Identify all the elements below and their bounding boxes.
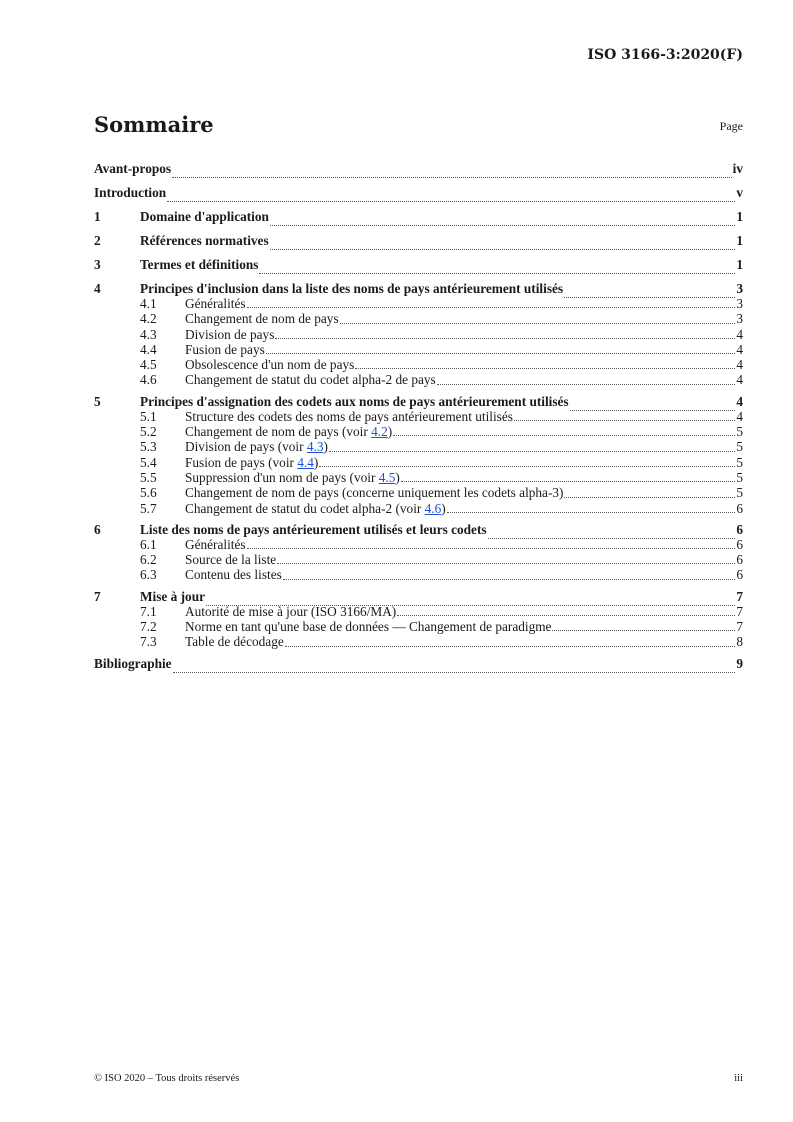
dot-leader bbox=[447, 501, 736, 516]
toc-entry-label-text: Bibliographie bbox=[94, 655, 172, 671]
toc-entry-page: 1 bbox=[736, 257, 743, 272]
dot-leader bbox=[564, 485, 735, 500]
dot-leader bbox=[285, 634, 736, 649]
toc-entry-label bbox=[185, 567, 282, 582]
toc-entry-page: 5 bbox=[736, 469, 743, 485]
toc-section-entry[interactable] bbox=[94, 205, 743, 229]
toc-entry-number: 6.3 bbox=[140, 567, 157, 583]
toc-entry-page: 4 bbox=[736, 408, 743, 424]
toc-entry-label-text: Changement de statut du codet alpha-2 de pays bbox=[185, 372, 436, 388]
toc-entry-label bbox=[185, 501, 446, 516]
toc-section-entry[interactable] bbox=[94, 253, 743, 277]
dot-leader bbox=[167, 181, 735, 205]
toc-subsection-entry[interactable] bbox=[94, 537, 743, 552]
dot-leader bbox=[172, 157, 732, 181]
toc-entry-label-text: Principes d'inclusion dans la liste des noms de pays antérieurement utilisés bbox=[140, 281, 564, 296]
footer-page-number: iii bbox=[734, 1073, 743, 1084]
toc-entry-label-text: Généralités bbox=[185, 296, 246, 311]
toc-entry-label-suffix: ) bbox=[395, 469, 400, 485]
toc-subsection-entry[interactable] bbox=[94, 485, 743, 500]
toc-entry-number: 5.2 bbox=[140, 424, 157, 440]
toc-entry-number: 5.3 bbox=[140, 439, 157, 455]
toc-entry-number: 7.1 bbox=[140, 603, 157, 619]
toc-entry-page: 8 bbox=[736, 634, 743, 650]
toc-entry-label-suffix: ) bbox=[387, 424, 393, 440]
toc-entry-label-text: Références normatives bbox=[140, 233, 269, 248]
toc-entry-label bbox=[185, 439, 328, 454]
toc-subsection-entry[interactable] bbox=[94, 501, 743, 516]
dot-leader bbox=[275, 327, 735, 342]
toc-entry-label-text: Domaine d'application bbox=[140, 209, 269, 224]
toc-section-entry[interactable] bbox=[94, 157, 743, 181]
toc-subsection-entry[interactable] bbox=[94, 470, 743, 485]
toc-entry-page: 4 bbox=[736, 357, 743, 373]
toc-entry-page: 6 bbox=[736, 552, 743, 568]
toc-entry-page: 1 bbox=[736, 209, 743, 224]
toc-entry-number: 4.2 bbox=[140, 311, 157, 327]
dot-leader bbox=[173, 652, 736, 676]
dot-leader bbox=[397, 604, 735, 619]
toc-entry-page: 5 bbox=[736, 485, 743, 501]
toc-entry-label-text: Suppression d'un nom de pays (voir bbox=[185, 469, 379, 485]
cross-reference-link[interactable]: 4.2 bbox=[371, 424, 388, 440]
dot-leader bbox=[514, 409, 735, 424]
toc-subsection-entry[interactable] bbox=[94, 342, 743, 357]
toc-entry-label bbox=[185, 485, 563, 500]
toc-subsection-entry[interactable] bbox=[94, 424, 743, 439]
toc-entry-page: iv bbox=[732, 161, 743, 176]
toc-entry-label-text: Changement de nom de pays (voir bbox=[185, 424, 372, 440]
toc-entry-number: 5 bbox=[94, 393, 101, 409]
toc-entry-label-text: Changement de nom de pays (concerne uniquement les codets alpha-3) bbox=[185, 485, 564, 501]
toc-entry-number: 7 bbox=[94, 588, 101, 604]
toc-entry-page: 4 bbox=[736, 326, 743, 342]
dot-leader bbox=[277, 552, 735, 567]
toc-entry-page: 7 bbox=[736, 603, 743, 619]
toc-subsection-entry[interactable] bbox=[94, 439, 743, 454]
toc-entry-page: 3 bbox=[736, 281, 743, 296]
toc-entry-label-suffix: ) bbox=[323, 439, 328, 455]
toc-entry-label-text: Mise à jour bbox=[140, 588, 205, 604]
toc-entry-page: 6 bbox=[736, 567, 743, 583]
cross-reference-link[interactable]: 4.3 bbox=[306, 439, 324, 455]
table-of-contents bbox=[94, 157, 743, 676]
toc-entry-label bbox=[185, 619, 551, 634]
toc-entry-number: 4.4 bbox=[140, 341, 157, 357]
toc-entry-label bbox=[140, 229, 269, 253]
toc-entry-label-text: Norme en tant qu'une base de données — Changement de paradigme bbox=[185, 619, 552, 635]
toc-entry-page: 6 bbox=[736, 500, 743, 516]
cross-reference-link[interactable]: 4.5 bbox=[378, 469, 396, 485]
toc-entry-number: 3 bbox=[94, 257, 101, 272]
dot-leader bbox=[270, 229, 736, 253]
toc-entry-label-text: Liste des noms de pays antérieurement utilisés et leurs codets bbox=[140, 521, 487, 537]
toc-entry-label bbox=[185, 470, 400, 485]
toc-subsection-entry[interactable] bbox=[94, 327, 743, 342]
toc-entry-page: 5 bbox=[736, 424, 743, 440]
toc-entry-number: 4.5 bbox=[140, 357, 157, 373]
dot-leader bbox=[393, 424, 735, 439]
toc-entry-label-text: Généralités bbox=[185, 536, 246, 552]
toc-entry-label bbox=[185, 455, 318, 470]
toc-entry-page: 5 bbox=[736, 454, 743, 470]
toc-entry-label bbox=[185, 342, 265, 357]
toc-entry-number: 5.1 bbox=[140, 408, 157, 424]
toc-entry-label-text: Division de pays (voir bbox=[185, 439, 307, 455]
toc-entry-number: 6.2 bbox=[140, 552, 157, 568]
toc-entry-number: 5.6 bbox=[140, 485, 157, 501]
toc-entry-page: 4 bbox=[736, 393, 743, 409]
toc-entry-label-suffix: ) bbox=[441, 500, 446, 516]
dot-leader bbox=[270, 205, 735, 229]
toc-subsection-entry[interactable] bbox=[94, 296, 743, 311]
toc-entry-label bbox=[185, 552, 276, 567]
page-title: Sommaire bbox=[94, 112, 214, 137]
toc-section-entry[interactable] bbox=[94, 229, 743, 253]
dot-leader bbox=[552, 619, 735, 634]
toc-entry-label-text: Avant-propos bbox=[94, 161, 172, 176]
dot-leader bbox=[355, 357, 735, 372]
toc-entry-label-text: Principes d'assignation des codets aux noms de pays antérieurement utilisés bbox=[140, 393, 569, 409]
toc-entry-page: 4 bbox=[736, 372, 743, 388]
toc-entry-label-text: Fusion de pays bbox=[185, 341, 265, 357]
toc-entry-label-text: Changement de statut du codet alpha-2 (voir bbox=[185, 500, 425, 516]
toc-subsection-entry[interactable] bbox=[94, 409, 743, 424]
toc-entry-number: 4 bbox=[94, 281, 101, 296]
dot-leader bbox=[340, 311, 736, 326]
toc-subsection-entry[interactable] bbox=[94, 604, 743, 619]
toc-entry-label bbox=[185, 537, 246, 552]
toc-subsection-entry[interactable] bbox=[94, 455, 743, 470]
cross-reference-link[interactable]: 4.4 bbox=[297, 454, 314, 470]
toc-entry-label-text: Obsolescence d'un nom de pays bbox=[185, 357, 355, 373]
toc-entry-page: 5 bbox=[736, 439, 743, 455]
toc-entry-label bbox=[185, 311, 339, 326]
toc-entry-number: 7.3 bbox=[140, 634, 157, 650]
dot-leader bbox=[319, 455, 735, 470]
dot-leader bbox=[283, 567, 736, 582]
toc-entry-page: v bbox=[736, 185, 743, 200]
toc-entry-label bbox=[185, 296, 246, 311]
toc-entry-label-text: Changement de nom de pays bbox=[185, 311, 339, 327]
toc-subsection-entry[interactable] bbox=[94, 552, 743, 567]
toc-entry-page: 6 bbox=[736, 521, 743, 537]
toc-subsection-entry[interactable] bbox=[94, 634, 743, 649]
toc-subsection-entry[interactable] bbox=[94, 619, 743, 634]
toc-entry-label-text: Source de la liste bbox=[185, 552, 277, 568]
toc-entry-number: 4.6 bbox=[140, 372, 157, 388]
toc-entry-number: 1 bbox=[94, 209, 101, 224]
toc-entry-page: 1 bbox=[736, 233, 743, 248]
toc-entry-number: 5.7 bbox=[140, 500, 157, 516]
dot-leader bbox=[266, 342, 736, 357]
dot-leader bbox=[437, 372, 736, 387]
dot-leader bbox=[247, 537, 736, 552]
toc-entry-number: 4.3 bbox=[140, 326, 157, 342]
toc-subsection-entry[interactable] bbox=[94, 311, 743, 326]
dot-leader bbox=[247, 296, 736, 311]
toc-section-entry[interactable] bbox=[94, 181, 743, 205]
toc-entry-label-text: Contenu des listes bbox=[185, 567, 282, 583]
toc-entry-label-text: Table de décodage bbox=[185, 634, 284, 650]
toc-entry-label bbox=[140, 253, 258, 277]
toc-entry-page: 3 bbox=[736, 311, 743, 327]
toc-subsection-entry[interactable] bbox=[94, 357, 743, 372]
toc-entry-label bbox=[94, 157, 171, 181]
standard-reference: ISO 3166-3:2020(F) bbox=[587, 47, 743, 63]
toc-entry-page: 9 bbox=[736, 655, 743, 671]
toc-entry-label-text: Fusion de pays (voir bbox=[185, 454, 298, 470]
toc-entry-label bbox=[185, 357, 354, 372]
toc-entry-number: 2 bbox=[94, 233, 101, 248]
toc-entry-page: 6 bbox=[736, 536, 743, 552]
toc-entry-page: 7 bbox=[736, 619, 743, 635]
toc-entry-label-text: Division de pays bbox=[185, 326, 275, 342]
toc-subsection-entry[interactable] bbox=[94, 372, 743, 387]
toc-entry-label-text: Structure des codets des noms de pays antérieurement utilisés bbox=[185, 408, 513, 424]
toc-entry-number: 5.4 bbox=[140, 454, 157, 470]
toc-entry-number: 7.2 bbox=[140, 619, 157, 635]
toc-entry-label bbox=[185, 409, 513, 424]
toc-entry-label bbox=[140, 205, 269, 229]
dot-leader bbox=[329, 439, 735, 454]
toc-entry-label-text: Autorité de mise à jour (ISO 3166/MA) bbox=[185, 603, 397, 619]
toc-entry-label bbox=[185, 327, 274, 342]
toc-entry-number: 5.5 bbox=[140, 469, 157, 485]
toc-entry-label-text: Introduction bbox=[94, 185, 167, 200]
toc-entry-page: 3 bbox=[736, 296, 743, 311]
toc-entry-number: 4.1 bbox=[140, 296, 157, 311]
toc-entry-number: 6.1 bbox=[140, 536, 157, 552]
cross-reference-link[interactable]: 4.6 bbox=[424, 500, 442, 516]
toc-entry-label bbox=[185, 634, 284, 649]
toc-section-entry[interactable] bbox=[94, 652, 743, 676]
toc-entry-label-text: Termes et définitions bbox=[140, 257, 259, 272]
dot-leader bbox=[401, 470, 736, 485]
toc-entry-label-suffix: ) bbox=[313, 454, 319, 470]
toc-entry-page: 4 bbox=[736, 341, 743, 357]
toc-entry-label bbox=[94, 181, 166, 205]
toc-entry-label bbox=[185, 372, 436, 387]
toc-entry-label bbox=[94, 652, 172, 676]
footer-copyright: © ISO 2020 – Tous droits réservés bbox=[94, 1073, 240, 1084]
page-column-label: Page bbox=[719, 119, 743, 133]
toc-subsection-entry[interactable] bbox=[94, 567, 743, 582]
toc-entry-number: 6 bbox=[94, 521, 101, 537]
dot-leader bbox=[259, 253, 735, 277]
toc-entry-page: 7 bbox=[736, 588, 743, 604]
toc-entry-label bbox=[185, 424, 392, 439]
